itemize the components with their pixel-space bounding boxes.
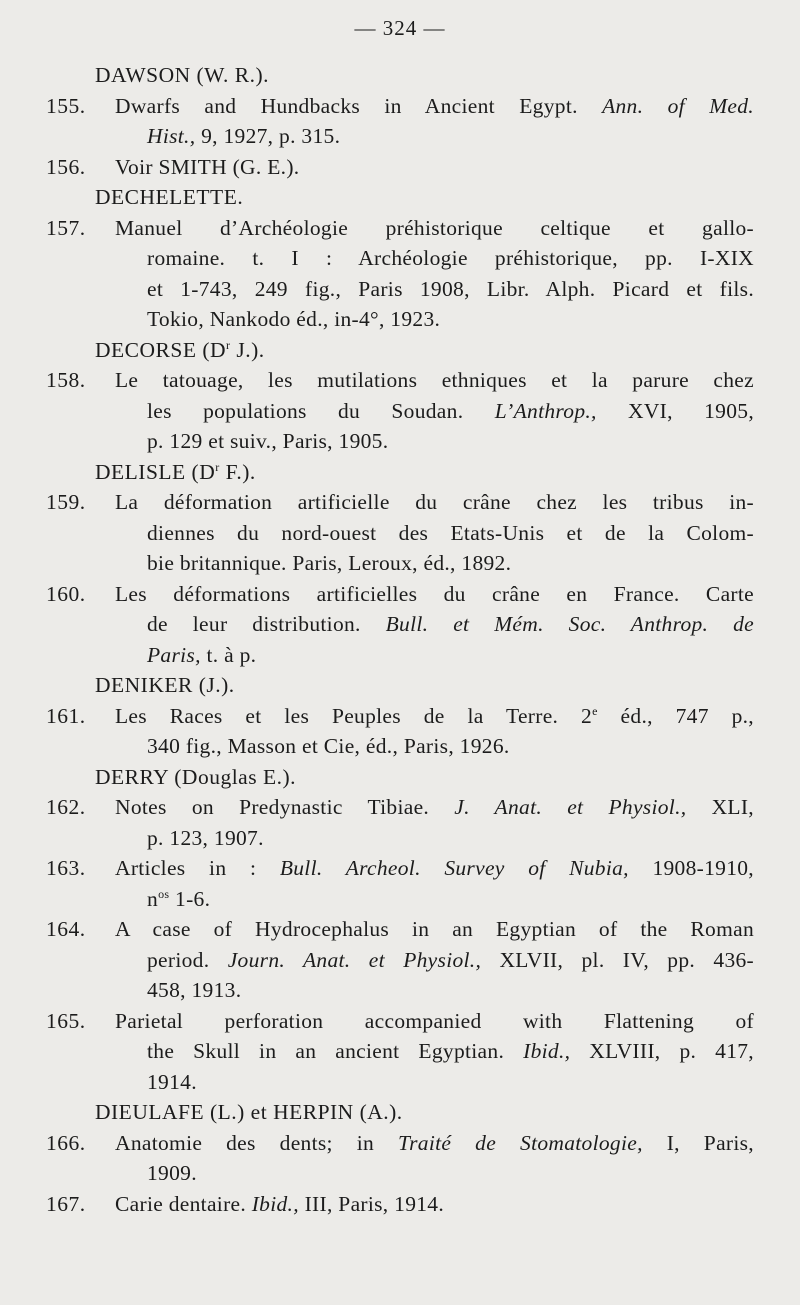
bibliography-entry xyxy=(0,701,800,762)
entry-number: 163. xyxy=(46,856,86,880)
author-heading: DELISLE ($D^r$ F.). xyxy=(95,459,256,484)
entry-line: period. Journ. Anat. et Physiol., XLVII, pl. IV, pp. 436- xyxy=(147,947,755,972)
entry-line: La déformation artificielle du crâne chez les tribus in- xyxy=(115,490,754,514)
entry-number: 156. xyxy=(46,154,86,179)
bibliography-entry xyxy=(0,213,800,335)
entry-line: Le tatouage, les mutilations ethniques et la parure chez xyxy=(115,368,754,392)
entry-line: les populations du Soudan. L’Anthrop., XVI, 1905, xyxy=(147,398,754,423)
author-heading: DIEULAFE (L.) et HERPIN (A.). xyxy=(95,1100,403,1124)
entry-line: Carie dentaire. Ibid., III, Paris, 1914. xyxy=(115,1191,445,1216)
entry-text xyxy=(115,579,754,671)
bibliography-entry xyxy=(0,365,800,457)
bibliography-entry xyxy=(0,579,800,671)
entry-line: p. 123, 1907. xyxy=(147,825,264,850)
entry-number: 165. xyxy=(46,1008,86,1033)
entry-line: Dwarfs and Hundbacks in Ancient Egypt. Ann. of Med. xyxy=(115,93,754,118)
bibliography-entry xyxy=(0,487,800,579)
bibliography-list xyxy=(0,60,800,1219)
bibliography-entry xyxy=(0,792,800,853)
entry-line: diennes du nord-ouest des Etats-Unis et de la Colom- xyxy=(147,520,754,545)
entry-text xyxy=(115,853,754,914)
author-heading: DAWSON (W. R.). xyxy=(95,63,269,87)
entry-line: de leur distribution. Bull. et Mém. Soc. Anthrop. de xyxy=(147,612,754,636)
entry-text xyxy=(115,213,754,335)
entry-number: 167. xyxy=(46,1191,86,1216)
bibliography-entry xyxy=(0,152,800,183)
author-heading: DERRY (Douglas E.). xyxy=(95,764,296,789)
entry-line: 340 fig., Masson et Cie, éd., Paris, 1926. xyxy=(147,734,510,758)
entry-number: 166. xyxy=(46,1130,86,1155)
entry-text xyxy=(115,1189,754,1220)
entry-text xyxy=(115,1128,754,1189)
entry-text xyxy=(115,152,754,183)
author-heading: DECORSE ($D^r$ J.). xyxy=(95,337,265,362)
entry-line: Anatomie des dents; in Traité de Stomatologie, I, Paris, xyxy=(115,1130,754,1155)
entry-line: 458, 1913. xyxy=(147,978,242,1002)
entry-line: p. 129 et suiv., Paris, 1905. xyxy=(147,429,389,453)
entry-line: Notes on Predynastic Tibiae. J. Anat. et Physiol., XLI, xyxy=(115,795,754,819)
entry-line: A case of Hydrocephalus in an Egyptian of the Roman xyxy=(115,917,754,941)
author-heading: DENIKER (J.). xyxy=(95,673,235,697)
entry-text xyxy=(115,365,754,457)
entry-line: Les déformations artificielles du crâne en France. Carte xyxy=(115,581,754,606)
entry-number: 161. xyxy=(46,703,86,728)
entry-number: 158. xyxy=(46,368,86,392)
entry-text xyxy=(115,487,754,579)
entry-line: Manuel d’Archéologie préhistorique celtique et gallo- xyxy=(115,215,754,240)
entry-text xyxy=(115,792,754,853)
bibliography-entry xyxy=(0,1006,800,1098)
entry-number: 159. xyxy=(46,490,86,514)
bibliography-entry xyxy=(0,1189,800,1220)
bibliography-entry xyxy=(0,914,800,1006)
entry-number: 157. xyxy=(46,215,86,240)
entry-text xyxy=(115,91,754,152)
entry-text xyxy=(115,701,754,762)
entry-line: et 1-743, 249 fig., Paris 1908, Libr. Alph. Picard et fils. xyxy=(147,276,754,301)
entry-line: romaine. t. I : Archéologie préhistorique, pp. I-XIX xyxy=(147,246,754,270)
entry-line: the Skull in an ancient Egyptian. Ibid., XLVIII, p. 417, xyxy=(147,1039,754,1063)
entry-line: Hist., 9, 1927, p. 315. xyxy=(147,124,341,148)
entry-line: 1914. xyxy=(147,1069,197,1094)
entry-line: Les Races et les Peuples de la Terre. 2e éd., 747 p., xyxy=(115,703,754,728)
bibliography-entry xyxy=(0,1128,800,1189)
entry-line: bie britannique. Paris, Leroux, éd., 1892. xyxy=(147,551,512,575)
entry-line: Paris, t. à p. xyxy=(147,642,257,667)
bibliography-entry xyxy=(0,853,800,914)
entry-number: 155. xyxy=(46,93,86,118)
entry-number: 160. xyxy=(46,581,86,606)
page-number: — 324 — xyxy=(354,16,446,40)
entry-number: 162. xyxy=(46,795,86,819)
entry-line: Parietal perforation accompanied with Flattening of xyxy=(115,1008,754,1033)
entry-number: 164. xyxy=(46,917,86,941)
entry-text xyxy=(115,914,754,1006)
entry-line: Voir SMITH (G. E.). xyxy=(115,154,300,179)
entry-line: $n^{os}$ 1-6. xyxy=(147,886,211,911)
entry-text xyxy=(115,1006,754,1098)
author-heading: DECHELETTE. xyxy=(95,185,244,209)
entry-line: Tokio, Nankodo éd., in-4°, 1923. xyxy=(147,307,441,331)
bibliography-entry xyxy=(0,91,800,152)
entry-line: Articles in : Bull. Archeol. Survey of Nubia, 1908-1910, xyxy=(115,856,754,880)
entry-line: 1909. xyxy=(147,1161,197,1185)
